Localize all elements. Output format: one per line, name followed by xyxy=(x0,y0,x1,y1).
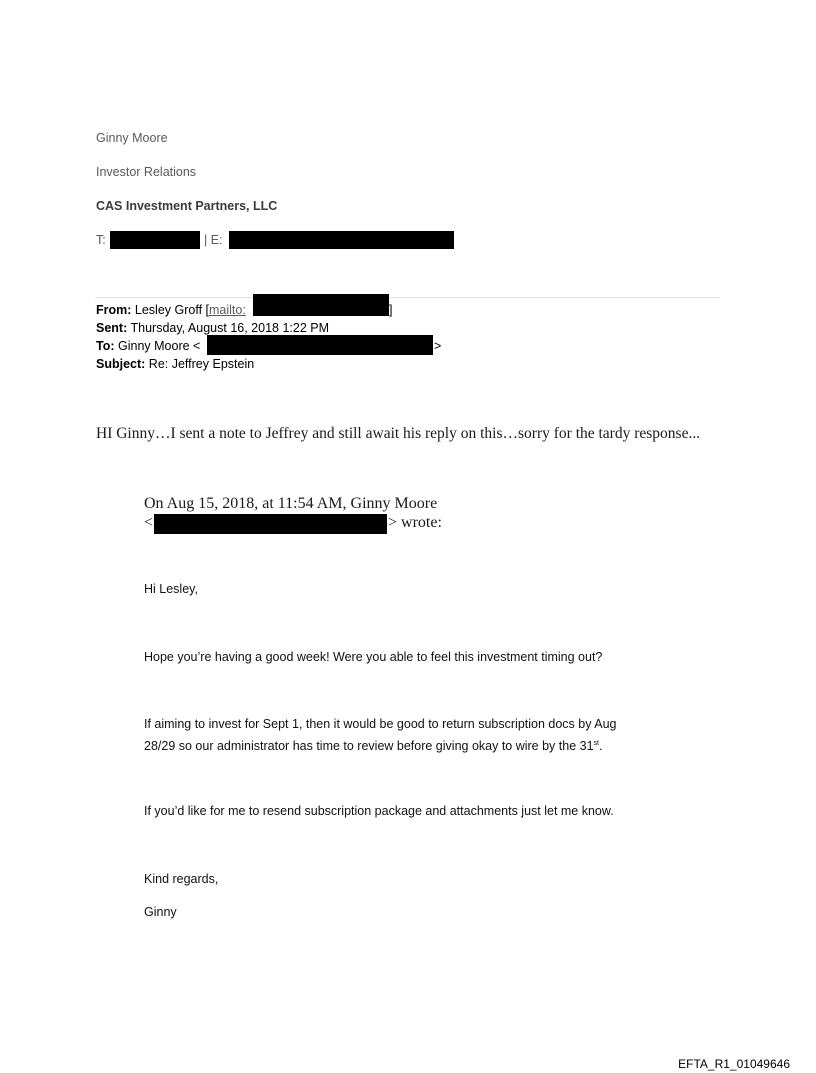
sent-value: Thursday, August 16, 2018 1:22 PM xyxy=(130,321,330,335)
subject-value: Re: Jeffrey Epstein xyxy=(148,357,255,371)
signature-company: CAS Investment Partners, LLC xyxy=(96,199,278,213)
redaction-from-email xyxy=(253,294,389,316)
header-subject xyxy=(96,355,254,373)
header-divider xyxy=(95,297,720,298)
p2-end: . xyxy=(599,739,603,753)
header-from xyxy=(96,301,246,319)
quote-paragraph-2-line-2 xyxy=(144,734,602,756)
signature-phone-label: T: xyxy=(96,233,106,247)
redaction-quote-email xyxy=(154,514,387,534)
p2-line2-text: 28/29 so our administrator has time to review before giving okay to wire by the 31 xyxy=(144,739,594,753)
to-value: Ginny Moore < xyxy=(118,339,201,353)
to-close: > xyxy=(434,339,442,353)
signature-title: Investor Relations xyxy=(96,165,197,179)
quote-header-open: < xyxy=(144,514,154,531)
p2-superscript: st xyxy=(593,740,599,747)
quote-header-close: > wrote: xyxy=(388,514,442,531)
header-to xyxy=(96,337,200,355)
quote-signoff: Ginny xyxy=(144,905,177,919)
to-label: To: xyxy=(96,339,115,353)
sent-label: Sent: xyxy=(96,321,128,335)
reply-text: HI Ginny…I sent a note to Jeffrey and still await his reply on this…sorry for the tardy response... xyxy=(96,425,701,442)
from-value: Lesley Groff [ xyxy=(134,303,210,317)
document-id-footer: EFTA_R1_01049646 xyxy=(678,1057,790,1071)
redaction-email xyxy=(229,231,454,249)
redaction-phone xyxy=(110,231,200,249)
from-label: From: xyxy=(96,303,132,317)
quote-paragraph-1: Hope you’re having a good week! Were you able to feel this investment timing out? xyxy=(144,650,603,664)
mailto-link[interactable]: mailto: xyxy=(209,303,246,317)
quote-header-line1: On Aug 15, 2018, at 11:54 AM, Ginny Moore xyxy=(144,495,438,512)
signature-email-label: | E: xyxy=(204,233,223,247)
redaction-to-email xyxy=(207,335,433,355)
subject-label: Subject: xyxy=(96,357,146,371)
quote-greeting: Hi Lesley, xyxy=(144,582,198,596)
signature-name: Ginny Moore xyxy=(96,131,168,145)
quote-paragraph-3: If you’d like for me to resend subscription package and attachments just let me know. xyxy=(144,804,614,818)
from-close: ] xyxy=(389,303,393,317)
quote-closing: Kind regards, xyxy=(144,872,219,886)
quote-paragraph-2-line-1: If aiming to invest for Sept 1, then it would be good to return subscription docs by Aug xyxy=(144,717,617,731)
